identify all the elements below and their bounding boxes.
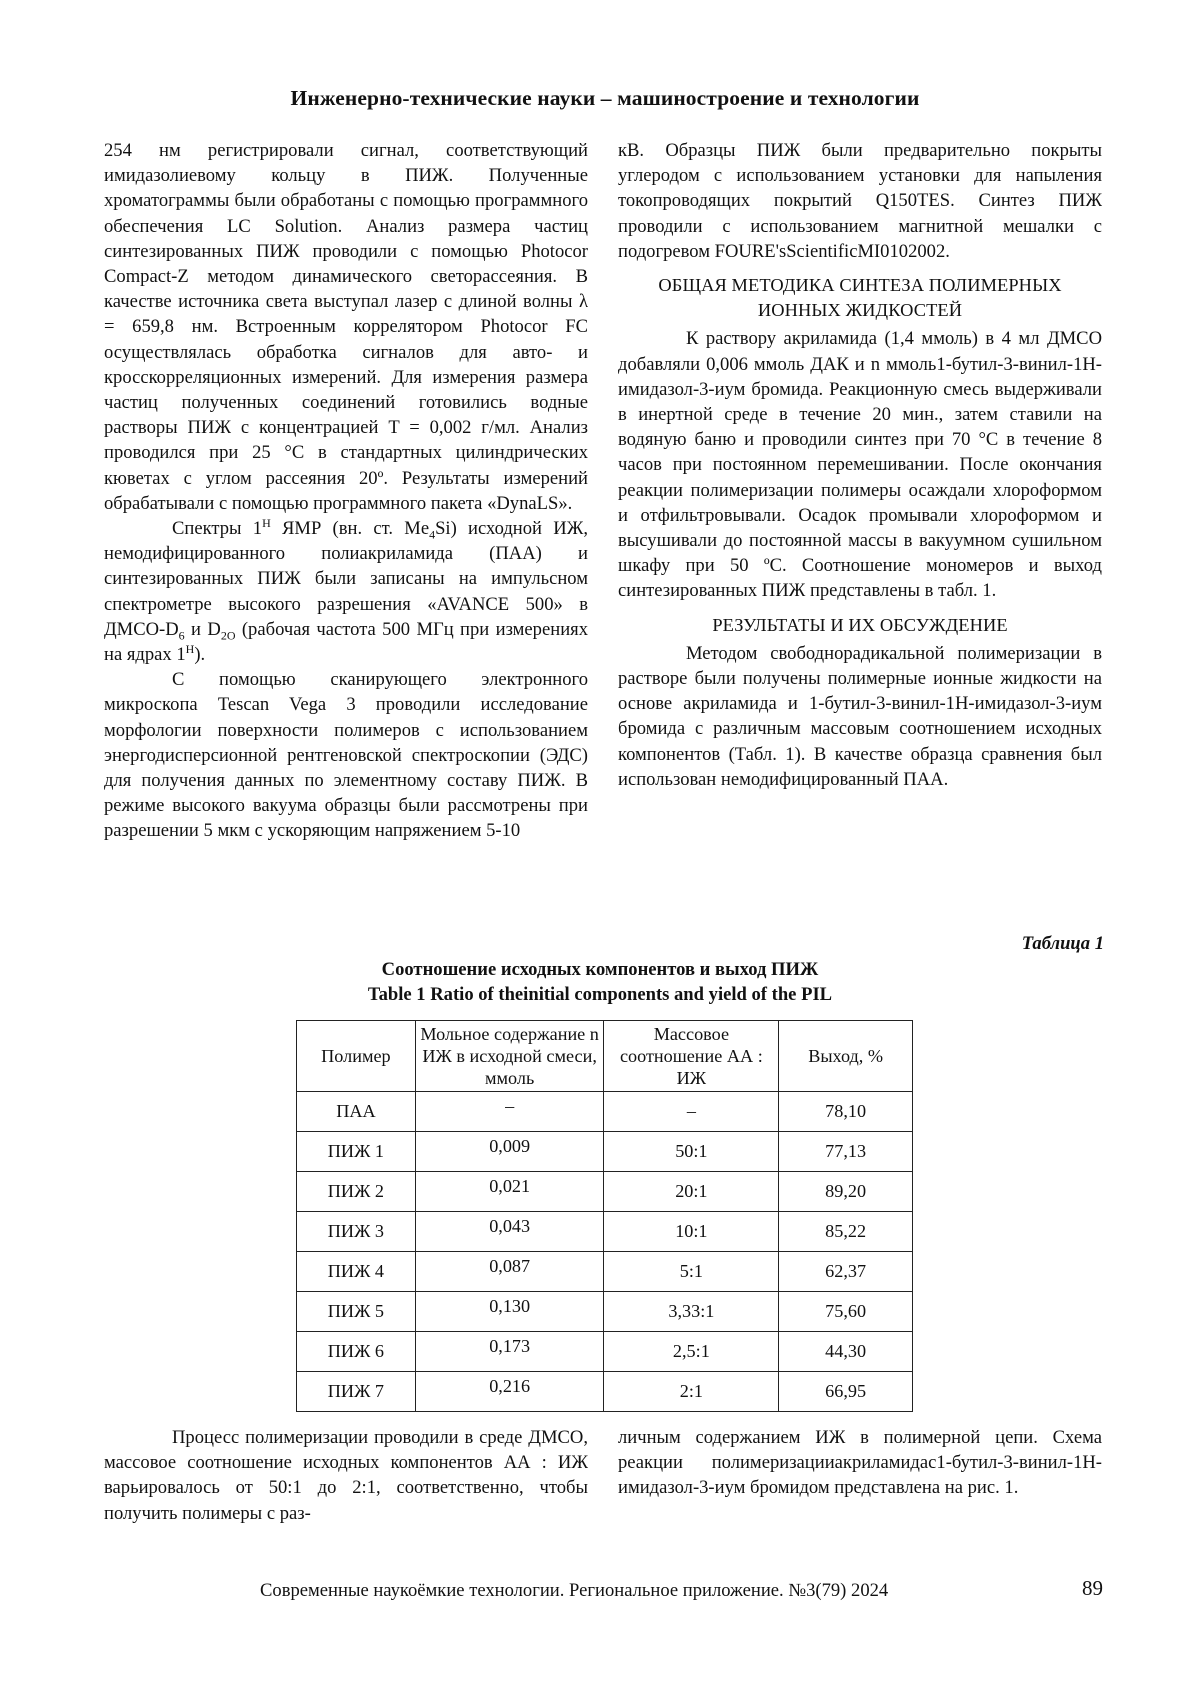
table-cell: ПИЖ 3 <box>297 1212 416 1252</box>
table-cell: 66,95 <box>779 1372 913 1412</box>
table-row <box>297 1332 913 1372</box>
table-cell: 10:1 <box>604 1212 779 1252</box>
table-cell: 20:1 <box>604 1172 779 1212</box>
table-cell: 44,30 <box>779 1332 913 1372</box>
header-cell: Полимер <box>297 1021 416 1092</box>
table-cell: 2:1 <box>604 1372 779 1412</box>
header-cell: Массовое соотношение АА : ИЖ <box>604 1021 779 1092</box>
table-row <box>297 1092 913 1132</box>
paragraph: 254 нм регистрировали сигнал, соответствующий имидазолиевому кольцу в ПИЖ. Полученные хроматограммы были обработаны с помощью программного обеспечения LC Solution. Анализ размера частиц синтезированных ПИЖ проводили с помощью Photocor Compact-Z методом динамического светорассеяния. В качестве источника света выступал лазер с длиной волны λ = 659,8 нм. Встроенным коррелятором Photocor FC осуществлялась обработка сигналов для авто- и кросскорреляционных измерений. Для измерения размера частиц полученных соединений готовились водные растворы ПИЖ с концентрацией T = 0,002 г/мл. Анализ проводился при 25 °С в стандартных цилиндрических кюветах с углом рассеяния 20º. Результаты измерений обрабатывали с помощью программного пакета «DynaLS». <box>104 140 588 514</box>
data-table <box>296 1020 913 1412</box>
table-cell: 85,22 <box>779 1212 913 1252</box>
table-cell: 77,13 <box>779 1132 913 1172</box>
table-cell: ПИЖ 2 <box>297 1172 416 1212</box>
table-cell: – <box>415 1092 604 1132</box>
table-cell: 75,60 <box>779 1292 913 1332</box>
journal-footer: Современные наукоёмкие технологии. Региональное приложение. №3(79) 2024 <box>260 1580 889 1601</box>
paragraph: Методом свободнорадикальной полимеризации в растворе были получены полимерные ионные жидкости на основе акриламида и 1-бутил-3-винил-1H-имидазол-3-иум бромида с различным массовым соотношением исходных компонентов (Табл. 1). В качестве образца сравнения был использован немодифицированный ПАА. <box>618 642 1102 790</box>
paragraph: Процесс полимеризации проводили в среде ДМСО, массовое соотношение исходных компонентов АА : ИЖ варьировалось от 50:1 до 2:1, соответственно, чтобы получить полимеры с раз- <box>104 1427 588 1524</box>
table-caption-ru: Соотношение исходных компонентов и выход ПИЖ <box>381 959 819 980</box>
header-cell: Мольное содержание n ИЖ в исходной смеси, ммоль <box>415 1021 604 1092</box>
table-cell: 78,10 <box>779 1092 913 1132</box>
table-row <box>297 1252 913 1292</box>
table-cell: 5:1 <box>604 1252 779 1292</box>
table-cell: 0,216 <box>415 1372 604 1412</box>
table-caption <box>200 957 1000 1007</box>
table-cell: – <box>604 1092 779 1132</box>
paragraph-nmr: Спектры $1^H$ ЯМР (вн. ст. $Me_4Si$) исходной ИЖ, немодифицированного полиакриламида (ПАА) и синтезированных ПИЖ были записаны на импульсном спектрометре высокого разрешения «AVANCE 500» в ДМСО-$D_6$ и $D_{2O}$ (рабочая частота 500 МГц при измерениях на ядрах $1^H$). <box>104 515 588 666</box>
paragraph: личным содержанием ИЖ в полимерной цепи. Схема реакции полимеризацииакриламидас1-бутил-3-винил-1H-имидазол-3-иум бромидом представлена на рис. 1. <box>618 1427 1102 1499</box>
table-cell: 0,021 <box>415 1172 604 1212</box>
section-heading: РЕЗУЛЬТАТЫ И ИХ ОБСУЖДЕНИЕ <box>712 614 1008 635</box>
table-row <box>297 1212 913 1252</box>
table-cell: 2,5:1 <box>604 1332 779 1372</box>
table-header-row <box>297 1021 913 1092</box>
table-row <box>297 1132 913 1172</box>
page-number: 89 <box>1082 1576 1103 1600</box>
table-cell: 0,130 <box>415 1292 604 1332</box>
table-row <box>297 1372 913 1412</box>
paragraph: С помощью сканирующего электронного микроскопа Tescan Vega 3 проводили исследование морфологии поверхности полимеров с использованием энергодисперсионной рентгеновской спектроскопии (ЭДС) для получения данных по элементному составу ПИЖ. В режиме высокого вакуума образцы были рассмотрены при разрешении 5 мкм с ускоряющим напряжением 5-10 <box>104 669 588 842</box>
paragraph: кВ. Образцы ПИЖ были предварительно покрыты углеродом с использованием установки для напыления токопроводящих покрытий Q150TES. Синтез ПИЖ проводили с использованием магнитной мешалки с подогревом FOURE'sScientificMI0102002. <box>618 140 1102 262</box>
paragraph: К раствору акриламида (1,4 ммоль) в 4 мл ДМСО добавляли 0,006 ммоль ДАК и n ммоль1-бутил-3-винил-1H-имидазол-3-иум бромида. Реакционную смесь выдерживали в инертной среде в течение 20 мин., затем ставили на водяную баню и проводили синтез при 70 °С в течение 8 часов при постоянном перемешивании. После окончания реакции полимеризации полимеры осаждали хлороформом и отфильтровывали. Осадок промывали хлороформом и высушивали до постоянной массы в вакуумном сушильном шкафу при 50 ºС. Соотношение мономеров и выход синтезированных ПИЖ представлены в табл. 1. <box>618 328 1102 602</box>
table-row <box>297 1172 913 1212</box>
table-cell: 50:1 <box>604 1132 779 1172</box>
table-cell: 0,009 <box>415 1132 604 1172</box>
table-cell: 0,173 <box>415 1332 604 1372</box>
section-heading: ОБЩАЯ МЕТОДИКА СИНТЕЗА ПОЛИМЕРНЫХ ИОННЫХ ЖИДКОСТЕЙ <box>658 275 1062 321</box>
right-column-bottom <box>618 1425 1102 1501</box>
left-column-top <box>104 138 588 844</box>
table-caption-en: Table 1 Ratio of theinitial components and yield of the PIL <box>367 984 833 1005</box>
running-head: Инженерно-технические науки – машиностроение и технологии <box>290 86 920 110</box>
table-cell: 0,043 <box>415 1212 604 1252</box>
table-cell: 0,087 <box>415 1252 604 1292</box>
right-column-top <box>618 138 1102 792</box>
table-cell: ПИЖ 6 <box>297 1332 416 1372</box>
table-cell: ПИЖ 4 <box>297 1252 416 1292</box>
table-label: Таблица 1 <box>1021 933 1104 954</box>
table-cell: ПИЖ 7 <box>297 1372 416 1412</box>
table-cell: ПАА <box>297 1092 416 1132</box>
header-cell: Выход, % <box>779 1021 913 1092</box>
table-cell: 89,20 <box>779 1172 913 1212</box>
table-cell: ПИЖ 1 <box>297 1132 416 1172</box>
table-cell: 3,33:1 <box>604 1292 779 1332</box>
table-cell: ПИЖ 5 <box>297 1292 416 1332</box>
left-column-bottom <box>104 1425 588 1526</box>
table-row <box>297 1292 913 1332</box>
table-cell: 62,37 <box>779 1252 913 1292</box>
